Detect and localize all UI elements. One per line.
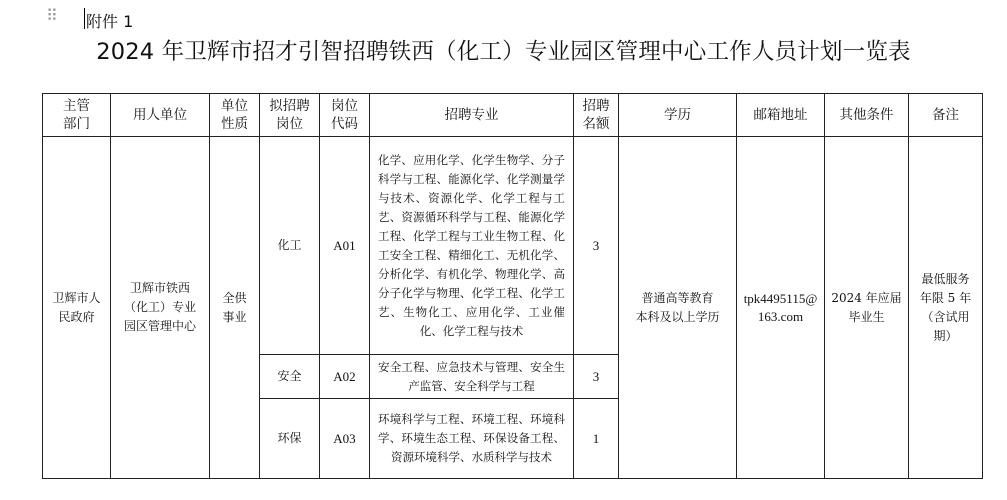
cell-quota: 1	[574, 399, 619, 479]
cell-code: A01	[320, 137, 370, 355]
cell-employer: 卫辉市铁西 （化工）专业 园区管理中心	[111, 137, 210, 479]
cell-department: 卫辉市人 民政府	[43, 137, 111, 479]
attachment-label: 附件 1	[86, 12, 134, 31]
cell-majors: 安全工程、应急技术与管理、安全生产监管、安全科学与工程	[370, 355, 574, 399]
header-unit-type: 单位 性质	[210, 94, 260, 137]
header-email: 邮箱地址	[737, 94, 825, 137]
cell-quota: 3	[574, 355, 619, 399]
cell-code: A02	[320, 355, 370, 399]
cell-education: 普通高等教育 本科及以上学历	[619, 137, 737, 479]
cell-unit-type: 全供 事业	[210, 137, 260, 479]
header-department: 主管 部门	[43, 94, 111, 137]
header-quota: 招聘 名额	[574, 94, 619, 137]
table-row	[43, 137, 983, 355]
cell-code: A03	[320, 399, 370, 479]
cell-email[interactable]: tpk4495115@ 163.com	[737, 137, 825, 479]
cell-conditions: 2024 年应届 毕业生	[825, 137, 909, 479]
cell-position: 环保	[260, 399, 320, 479]
document-title: 2024 年卫辉市招才引智招聘铁西（化工）专业园区管理中心工作人员计划一览表	[96, 39, 911, 65]
drag-handle-icon[interactable]: ⠿	[46, 6, 57, 25]
header-code: 岗位 代码	[320, 94, 370, 137]
cell-position: 化工	[260, 137, 320, 355]
cell-majors: 化学、应用化学、化学生物学、分子科学与工程、能源化学、化学测量学与技术、资源化学、化学工程与工艺、资源循环科学与工程、能源化学工程、化学工程与工业生物工程、化工安全工程、精细化工、无机化学、分析化学、有机化学、物理化学、高分子化学与物理、化学工程、化学工艺、生物化工、应用化学、工业催化、化学工程与技术	[370, 137, 574, 355]
header-employer: 用人单位	[111, 94, 210, 137]
header-remarks: 备注	[909, 94, 983, 137]
header-majors: 招聘专业	[370, 94, 574, 137]
table-header-row	[43, 94, 983, 137]
cell-position: 安全	[260, 355, 320, 399]
text-cursor	[84, 8, 85, 29]
header-education: 学历	[619, 94, 737, 137]
header-position: 拟招聘 岗位	[260, 94, 320, 137]
cell-remarks: 最低服务 年限 5 年 （含试用 期）	[909, 137, 983, 479]
cell-majors: 环境科学与工程、环境工程、环境科学、环境生态工程、环保设备工程、资源环境科学、水质科学与技术	[370, 399, 574, 479]
recruitment-plan-table	[42, 93, 983, 479]
cell-quota: 3	[574, 137, 619, 355]
header-conditions: 其他条件	[825, 94, 909, 137]
